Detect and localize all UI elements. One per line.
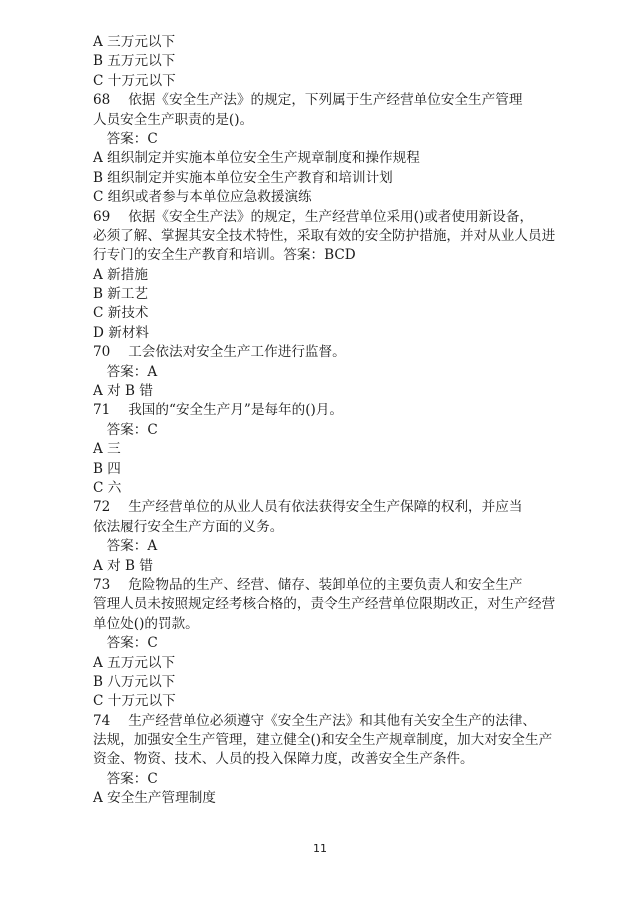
text-line: A 三万元以下	[93, 34, 176, 50]
text-line: B 五万元以下	[93, 53, 176, 70]
text-line: 资金、物资、技术、人员的投入保障力度，改善安全生产条件。	[93, 751, 474, 768]
option-line: A 组织制定并实施本单位安全生产规章制度和操作规程	[93, 150, 420, 167]
answer-line: 答案：C	[93, 130, 158, 147]
document-body	[93, 33, 593, 809]
answer-line: 答案：C	[93, 635, 158, 652]
option-line: B 四	[93, 460, 121, 477]
question-73: 73 危险物品的生产、经营、储存、装卸单位的主要负责人和安全生产	[93, 576, 523, 593]
text-line: 法规，加强安全生产管理，建立健全()和安全生产规章制度，加大对安全生产	[93, 732, 553, 749]
option-line: B 八万元以下	[93, 673, 176, 690]
answer-line: 答案：C	[93, 770, 158, 787]
question-70: 70 工会依法对安全生产工作进行监督。	[93, 344, 346, 361]
text-line: 必须了解、掌握其安全技术特性，采取有效的安全防护措施，并对从业人员进	[93, 227, 556, 244]
option-line: A 五万元以下	[93, 654, 176, 671]
option-line: D 新材料	[93, 324, 150, 341]
option-line: B 新工艺	[93, 286, 149, 303]
question-69: 69 依据《安全生产法》的规定，生产经营单位采用()或者使用新设备，	[93, 208, 534, 225]
text-line: 依法履行安全生产方面的义务。	[93, 518, 284, 535]
text-line: C 十万元以下	[93, 72, 176, 89]
option-line: C 十万元以下	[93, 693, 176, 710]
answer-line: 答案：C	[93, 421, 158, 438]
question-72: 72 生产经营单位的从业人员有依法获得安全生产保障的权利，并应当	[93, 499, 523, 516]
text-line: 行专门的安全生产教育和培训。答案：BCD	[93, 247, 356, 264]
option-line: A 对 B 错	[93, 383, 153, 400]
option-line: C 六	[93, 479, 122, 496]
answer-line: 答案：A	[93, 538, 158, 555]
answer-line: 答案：A	[93, 363, 158, 380]
text-line: 管理人员未按照规定经考核合格的，责令生产经营单位限期改正，对生产经营	[93, 596, 556, 613]
text-line: 人员安全生产职责的是()。	[93, 111, 254, 128]
text-line: 单位处()的罚款。	[93, 615, 199, 632]
page-number: 11	[313, 842, 327, 855]
option-line: C 新技术	[93, 305, 149, 322]
question-68: 68 依据《安全生产法》的规定，下列属于生产经营单位安全生产管理	[93, 92, 523, 109]
option-line: A 安全生产管理制度	[93, 790, 216, 807]
question-74: 74 生产经营单位必须遵守《安全生产法》和其他有关安全生产的法律、	[93, 712, 537, 729]
option-line: A 新措施	[93, 266, 148, 283]
option-line: A 三	[93, 441, 121, 458]
option-line: B 组织制定并实施本单位安全生产教育和培训计划	[93, 169, 393, 186]
question-71: 71 我国的“安全生产月”是每年的()月。	[93, 402, 344, 419]
option-line: A 对 B 错	[93, 557, 153, 574]
option-line: C 组织或者参与本单位应急救援演练	[93, 189, 312, 206]
